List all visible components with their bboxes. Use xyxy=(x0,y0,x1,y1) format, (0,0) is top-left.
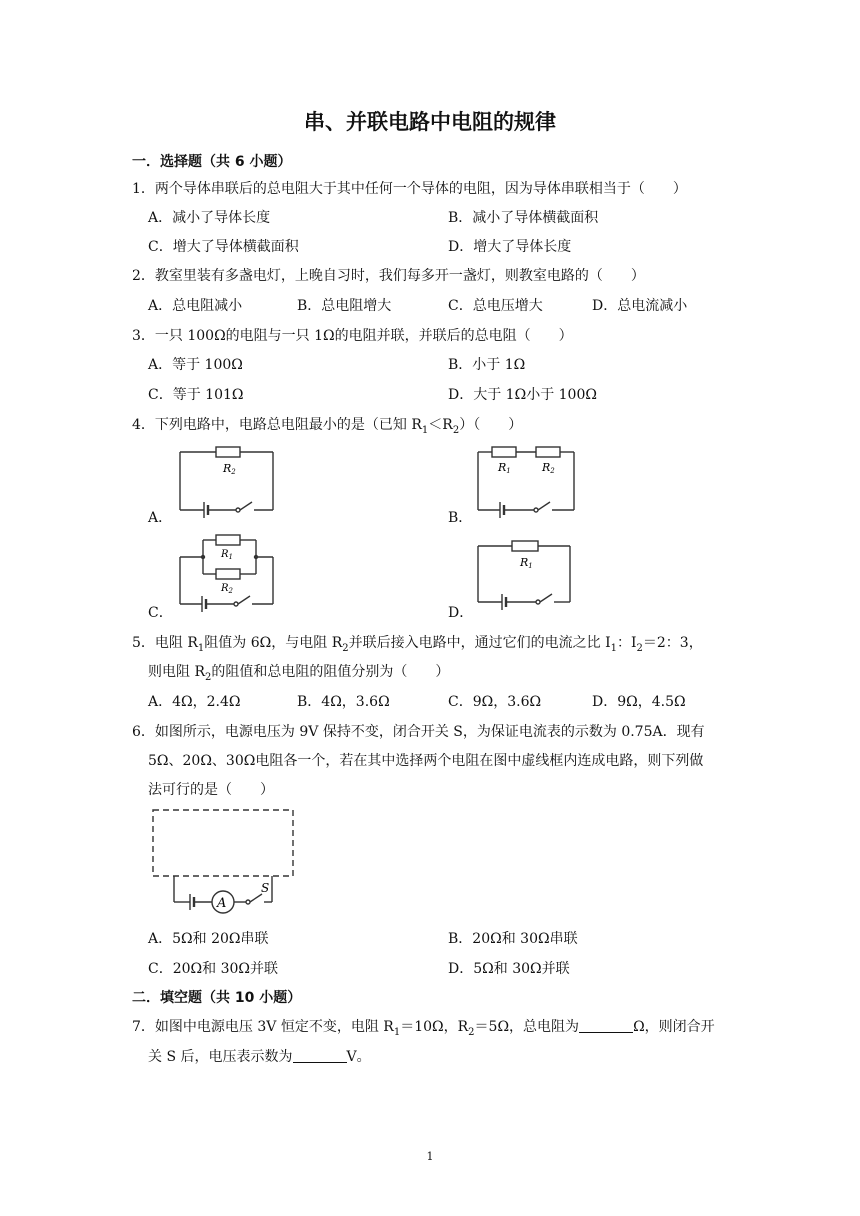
resistor-label-r2: R2 xyxy=(223,462,236,476)
q4-option-d: D． xyxy=(448,605,474,621)
q3-option-d: D．大于 1Ω小于 100Ω xyxy=(448,387,597,403)
q3-option-c: C．等于 101Ω xyxy=(148,387,244,403)
q2-option-b: B．总电阻增大 xyxy=(297,298,392,314)
resistor-label-r1: R1 xyxy=(498,461,511,475)
q3-option-a: A．等于 100Ω xyxy=(148,357,243,373)
circuit-a-diagram xyxy=(170,444,280,519)
switch-label: S xyxy=(261,881,270,895)
resistor-label-r2: R2 xyxy=(542,461,555,475)
q5-option-a: A．4Ω，2.4Ω xyxy=(148,694,241,710)
circuit-q6-diagram xyxy=(148,806,298,916)
question-5-line-2: 则电阻 $R_2$的阻值和总电阻的阻值分别为（ ） xyxy=(148,664,450,683)
question-5-line-1: 5．电阻 $R_1$阻值为 6Ω，与电阻 $R_2$并联后接入电路中，通过它们的电流之比 $I_1$：$I_2=2$：3， xyxy=(132,635,703,654)
q2-option-a: A．总电阻减小 xyxy=(148,298,243,314)
answer-blank-total-resistance[interactable] xyxy=(579,1018,633,1033)
q5-option-b: B．4Ω，3.6Ω xyxy=(297,694,390,710)
resistor-label-r1: R1 xyxy=(520,556,533,570)
question-7-line-2: 关 S 后，电压表示数为 V。 xyxy=(148,1049,371,1065)
page-number: 1 xyxy=(426,1150,434,1163)
q6-option-b: B．20Ω和 30Ω串联 xyxy=(448,931,578,947)
q3-option-b: B．小于 1Ω xyxy=(448,357,526,373)
question-2-stem: 2．教室里装有多盏电灯，上晚自习时，我们每多开一盏灯，则教室电路的（ ） xyxy=(132,268,645,284)
q4-option-b: B． xyxy=(448,510,473,526)
question-6-line-2: 5Ω、20Ω、30Ω电阻各一个，若在其中选择两个电阻在图中虚线框内连成电路，则下列做 xyxy=(148,753,704,769)
q2-option-c: C．总电压增大 xyxy=(448,298,543,314)
q4-option-a: A． xyxy=(148,510,173,526)
q2-option-d: D．总电流减小 xyxy=(592,298,688,314)
q1-option-c: C．增大了导体横截面积 xyxy=(148,239,299,255)
q4-option-c: C． xyxy=(148,605,173,621)
q6-option-a: A．5Ω和 20Ω串联 xyxy=(148,931,269,947)
question-7-line-1: 7．如图中电源电压 3V 恒定不变，电阻 $R_1=10\Omega$，$R_2=5\Omega$，总电阻为 Ω，则闭合开 xyxy=(132,1019,715,1038)
question-6-line-3: 法可行的是（ ） xyxy=(148,782,274,798)
q6-option-d: D．5Ω和 30Ω并联 xyxy=(448,961,570,977)
ammeter-label: A xyxy=(217,896,227,911)
page-title: 串、并联电路中电阻的规律 xyxy=(304,110,556,134)
question-4-stem: 4．下列电路中，电路总电阻最小的是（已知 $R_1<R_2$）（ ） xyxy=(132,417,523,436)
q5-option-d: D．9Ω，4.5Ω xyxy=(592,694,686,710)
circuit-c-diagram xyxy=(170,532,280,612)
resistor-label-r2: $R_2$ xyxy=(221,583,233,595)
q1-option-a: A．减小了导体长度 xyxy=(148,210,271,226)
section-heading-fill-in: 二．填空题（共 10 小题） xyxy=(132,990,302,1006)
question-1-stem: 1．两个导体串联后的总电阻大于其中任何一个导体的电阻，因为导体串联相当于（ ） xyxy=(132,181,687,197)
circuit-d-diagram xyxy=(470,538,580,613)
circuit-b-diagram xyxy=(470,444,590,519)
section-heading-choice: 一．选择题（共 6 小题） xyxy=(132,154,292,170)
resistor-label-r1: $R_1$ xyxy=(221,549,233,561)
q6-option-c: C．20Ω和 30Ω并联 xyxy=(148,961,279,977)
q5-option-c: C．9Ω，3.6Ω xyxy=(448,694,542,710)
question-3-stem: 3．一只 100Ω的电阻与一只 1Ω的电阻并联，并联后的总电阻（ ） xyxy=(132,328,573,344)
answer-blank-voltmeter-reading[interactable] xyxy=(293,1048,347,1063)
q1-option-b: B．减小了导体横截面积 xyxy=(448,210,599,226)
q1-option-d: D．增大了导体长度 xyxy=(448,239,572,255)
question-6-line-1: 6．如图所示，电源电压为 9V 保持不变，闭合开关 S，为保证电流表的示数为 0.75A．现有 xyxy=(132,724,705,740)
